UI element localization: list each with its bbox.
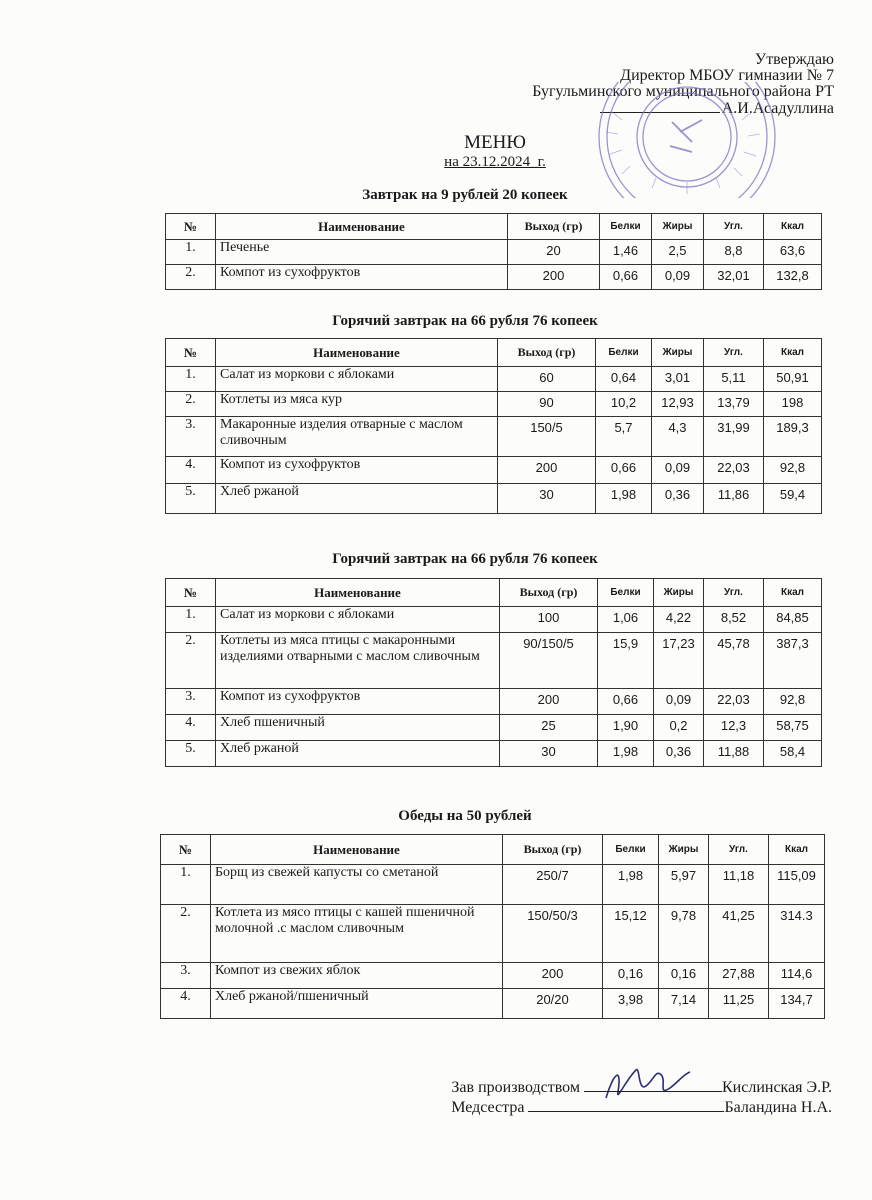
- dish-fat: 0,09: [652, 265, 704, 290]
- col-protein: Белки: [603, 835, 659, 865]
- table-row: [166, 392, 822, 417]
- signature-line: [528, 1099, 724, 1112]
- dish-fat: 2,5: [652, 240, 704, 265]
- dish-name: Печенье: [216, 240, 508, 265]
- row-num: 4.: [166, 457, 216, 484]
- dish-carb: 31,99: [704, 417, 764, 457]
- dish-name: Борщ из свежей капусты со сметаной: [211, 865, 503, 905]
- col-carb: Угл.: [709, 835, 769, 865]
- dish-protein: 15,12: [603, 905, 659, 963]
- footer-production: [451, 1079, 832, 1097]
- dish-carb: 11,88: [704, 741, 764, 767]
- row-num: 2.: [166, 392, 216, 417]
- dish-carb: 11,86: [704, 484, 764, 514]
- approval-line: Утверждаю: [754, 51, 834, 68]
- table-row: [166, 715, 822, 741]
- dish-fat: 12,93: [652, 392, 704, 417]
- dish-fat: 0,09: [654, 689, 704, 715]
- dish-protein: 5,7: [596, 417, 652, 457]
- dish-carb: 41,25: [709, 905, 769, 963]
- dish-protein: 0,16: [603, 963, 659, 989]
- dish-carb: 12,3: [704, 715, 764, 741]
- dish-kcal: 132,8: [764, 265, 822, 290]
- row-num: 2.: [161, 905, 211, 963]
- dish-carb: 27,88: [709, 963, 769, 989]
- dish-yield: 30: [498, 484, 596, 514]
- menu-table: [165, 213, 822, 290]
- dish-kcal: 92,8: [764, 457, 822, 484]
- dish-fat: 0,2: [654, 715, 704, 741]
- row-num: 3.: [166, 417, 216, 457]
- row-num: 5.: [166, 484, 216, 514]
- dish-fat: 3,01: [652, 367, 704, 392]
- section-title: Горячий завтрак на 66 рубля 76 копеек: [332, 551, 598, 567]
- row-num: 4.: [166, 715, 216, 741]
- col-yield: Выход (гр): [500, 579, 598, 607]
- table-row: [166, 633, 822, 689]
- dish-protein: 0,66: [598, 689, 654, 715]
- col-protein: Белки: [596, 339, 652, 367]
- dish-carb: 5,11: [704, 367, 764, 392]
- row-num: 3.: [161, 963, 211, 989]
- col-fat: Жиры: [654, 579, 704, 607]
- dish-fat: 9,78: [659, 905, 709, 963]
- col-name: Наименование: [216, 214, 508, 240]
- dish-kcal: 198: [764, 392, 822, 417]
- table-row: [166, 484, 822, 514]
- dish-yield: 20/20: [503, 989, 603, 1019]
- section-title: Завтрак на 9 рублей 20 копеек: [362, 187, 568, 203]
- menu-table: [165, 578, 822, 767]
- dish-kcal: 134,7: [769, 989, 825, 1019]
- row-num: 1.: [166, 240, 216, 265]
- dish-yield: 150/5: [498, 417, 596, 457]
- col-kcal: Ккал: [764, 214, 822, 240]
- section-title: Обеды на 50 рублей: [398, 808, 532, 824]
- dish-yield: 150/50/3: [503, 905, 603, 963]
- page-title: МЕНЮ: [464, 132, 526, 153]
- dish-protein: 1,98: [603, 865, 659, 905]
- dish-yield: 100: [500, 607, 598, 633]
- dish-yield: 200: [500, 689, 598, 715]
- dish-kcal: 58,75: [764, 715, 822, 741]
- dish-yield: 90/150/5: [500, 633, 598, 689]
- row-num: 2.: [166, 633, 216, 689]
- dish-name: Хлеб ржаной: [216, 484, 498, 514]
- dish-protein: 15,9: [598, 633, 654, 689]
- row-num: 1.: [161, 865, 211, 905]
- dish-yield: 250/7: [503, 865, 603, 905]
- col-yield: Выход (гр): [498, 339, 596, 367]
- table-header: [166, 579, 822, 607]
- dish-kcal: 189,3: [764, 417, 822, 457]
- approval-line: Бугульминского муниципального района РТ: [532, 83, 834, 100]
- dish-protein: 3,98: [603, 989, 659, 1019]
- col-protein: Белки: [598, 579, 654, 607]
- col-kcal: Ккал: [764, 579, 822, 607]
- dish-name: Хлеб пшеничный: [216, 715, 500, 741]
- dish-name: Хлеб ржаной/пшеничный: [211, 989, 503, 1019]
- dish-protein: 1,90: [598, 715, 654, 741]
- col-yield: Выход (гр): [503, 835, 603, 865]
- row-num: 2.: [166, 265, 216, 290]
- dish-carb: 8,8: [704, 240, 764, 265]
- table-header: [166, 214, 822, 240]
- dish-carb: 22,03: [704, 689, 764, 715]
- col-num: №: [166, 579, 216, 607]
- table-row: [166, 741, 822, 767]
- section-title: Горячий завтрак на 66 рубля 76 копеек: [332, 313, 598, 329]
- dish-fat: 17,23: [654, 633, 704, 689]
- production-label: Зав производством: [451, 1079, 580, 1096]
- table-row: [161, 989, 825, 1019]
- dish-name: Котлеты из мяса птицы с макаронными изделиями отварными с маслом сливочным: [216, 633, 500, 689]
- table-row: [166, 689, 822, 715]
- col-kcal: Ккал: [769, 835, 825, 865]
- dish-protein: 0,64: [596, 367, 652, 392]
- table-header: [161, 835, 825, 865]
- dish-name: Компот из свежих яблок: [211, 963, 503, 989]
- dish-protein: 1,46: [600, 240, 652, 265]
- dish-name: Компот из сухофруктов: [216, 265, 508, 290]
- signature-line: [584, 1079, 722, 1092]
- col-carb: Угл.: [704, 339, 764, 367]
- dish-name: Салат из моркови с яблоками: [216, 607, 500, 633]
- dish-carb: 45,78: [704, 633, 764, 689]
- dish-fat: 0,09: [652, 457, 704, 484]
- dish-yield: 25: [500, 715, 598, 741]
- col-carb: Угл.: [704, 214, 764, 240]
- dish-name: Котлета из мясо птицы с кашей пшеничной молочной .с маслом сливочным: [211, 905, 503, 963]
- dish-yield: 90: [498, 392, 596, 417]
- row-num: 1.: [166, 607, 216, 633]
- dish-kcal: 115,09: [769, 865, 825, 905]
- table-row: [166, 265, 822, 290]
- table-row: [166, 607, 822, 633]
- col-yield: Выход (гр): [508, 214, 600, 240]
- dish-yield: 30: [500, 741, 598, 767]
- dish-kcal: 84,85: [764, 607, 822, 633]
- dish-fat: 0,16: [659, 963, 709, 989]
- menu-date: [0, 154, 872, 171]
- nurse-label: Медсестра: [451, 1099, 525, 1116]
- dish-carb: 8,52: [704, 607, 764, 633]
- table-row: [166, 367, 822, 392]
- production-name: Кислинская Э.Р.: [722, 1079, 832, 1096]
- dish-kcal: 92,8: [764, 689, 822, 715]
- nurse-name: Баландина Н.А.: [724, 1099, 832, 1116]
- dish-kcal: 63,6: [764, 240, 822, 265]
- row-num: 5.: [166, 741, 216, 767]
- menu-table: [160, 834, 825, 1019]
- footer-nurse: [451, 1099, 832, 1117]
- dish-fat: 0,36: [652, 484, 704, 514]
- col-num: №: [166, 339, 216, 367]
- row-num: 4.: [161, 989, 211, 1019]
- dish-name: Котлеты из мяса кур: [216, 392, 498, 417]
- dish-kcal: 114,6: [769, 963, 825, 989]
- dish-yield: 200: [503, 963, 603, 989]
- dish-carb: 11,18: [709, 865, 769, 905]
- row-num: 3.: [166, 689, 216, 715]
- col-num: №: [161, 835, 211, 865]
- dish-kcal: 314.3: [769, 905, 825, 963]
- director-name: А.И.Асадуллина: [721, 100, 834, 117]
- dish-yield: 200: [498, 457, 596, 484]
- dish-yield: 60: [498, 367, 596, 392]
- dish-name: Салат из моркови с яблоками: [216, 367, 498, 392]
- dish-yield: 200: [508, 265, 600, 290]
- table-row: [161, 963, 825, 989]
- dish-carb: 13,79: [704, 392, 764, 417]
- col-name: Наименование: [211, 835, 503, 865]
- col-name: Наименование: [216, 579, 500, 607]
- dish-protein: 10,2: [596, 392, 652, 417]
- col-kcal: Ккал: [764, 339, 822, 367]
- dish-kcal: 59,4: [764, 484, 822, 514]
- dish-kcal: 50,91: [764, 367, 822, 392]
- dish-fat: 0,36: [654, 741, 704, 767]
- dish-protein: 0,66: [596, 457, 652, 484]
- dish-protein: 0,66: [600, 265, 652, 290]
- table-row: [166, 240, 822, 265]
- col-fat: Жиры: [659, 835, 709, 865]
- dish-protein: 1,98: [596, 484, 652, 514]
- col-protein: Белки: [600, 214, 652, 240]
- table-row: [161, 865, 825, 905]
- dish-protein: 1,98: [598, 741, 654, 767]
- dish-name: Компот из сухофруктов: [216, 457, 498, 484]
- table-row: [166, 417, 822, 457]
- dish-yield: 20: [508, 240, 600, 265]
- dish-name: Макаронные изделия отварные с маслом сливочным: [216, 417, 498, 457]
- table-header: [166, 339, 822, 367]
- dish-fat: 4,3: [652, 417, 704, 457]
- dish-name: Компот из сухофруктов: [216, 689, 500, 715]
- dish-carb: 32,01: [704, 265, 764, 290]
- approval-line: Директор МБОУ гимназии № 7: [620, 67, 834, 84]
- menu-table: [165, 338, 822, 514]
- dish-fat: 7,14: [659, 989, 709, 1019]
- col-num: №: [166, 214, 216, 240]
- dish-fat: 4,22: [654, 607, 704, 633]
- dish-kcal: 387,3: [764, 633, 822, 689]
- table-row: [166, 457, 822, 484]
- dish-kcal: 58,4: [764, 741, 822, 767]
- row-num: 1.: [166, 367, 216, 392]
- dish-fat: 5,97: [659, 865, 709, 905]
- dish-name: Хлеб ржаной: [216, 741, 500, 767]
- col-name: Наименование: [216, 339, 498, 367]
- col-fat: Жиры: [652, 214, 704, 240]
- dish-carb: 22,03: [704, 457, 764, 484]
- dish-carb: 11,25: [709, 989, 769, 1019]
- col-fat: Жиры: [652, 339, 704, 367]
- dish-protein: 1,06: [598, 607, 654, 633]
- col-carb: Угл.: [704, 579, 764, 607]
- table-row: [161, 905, 825, 963]
- menu-date-text: на 23.12.2024_г.: [444, 154, 546, 170]
